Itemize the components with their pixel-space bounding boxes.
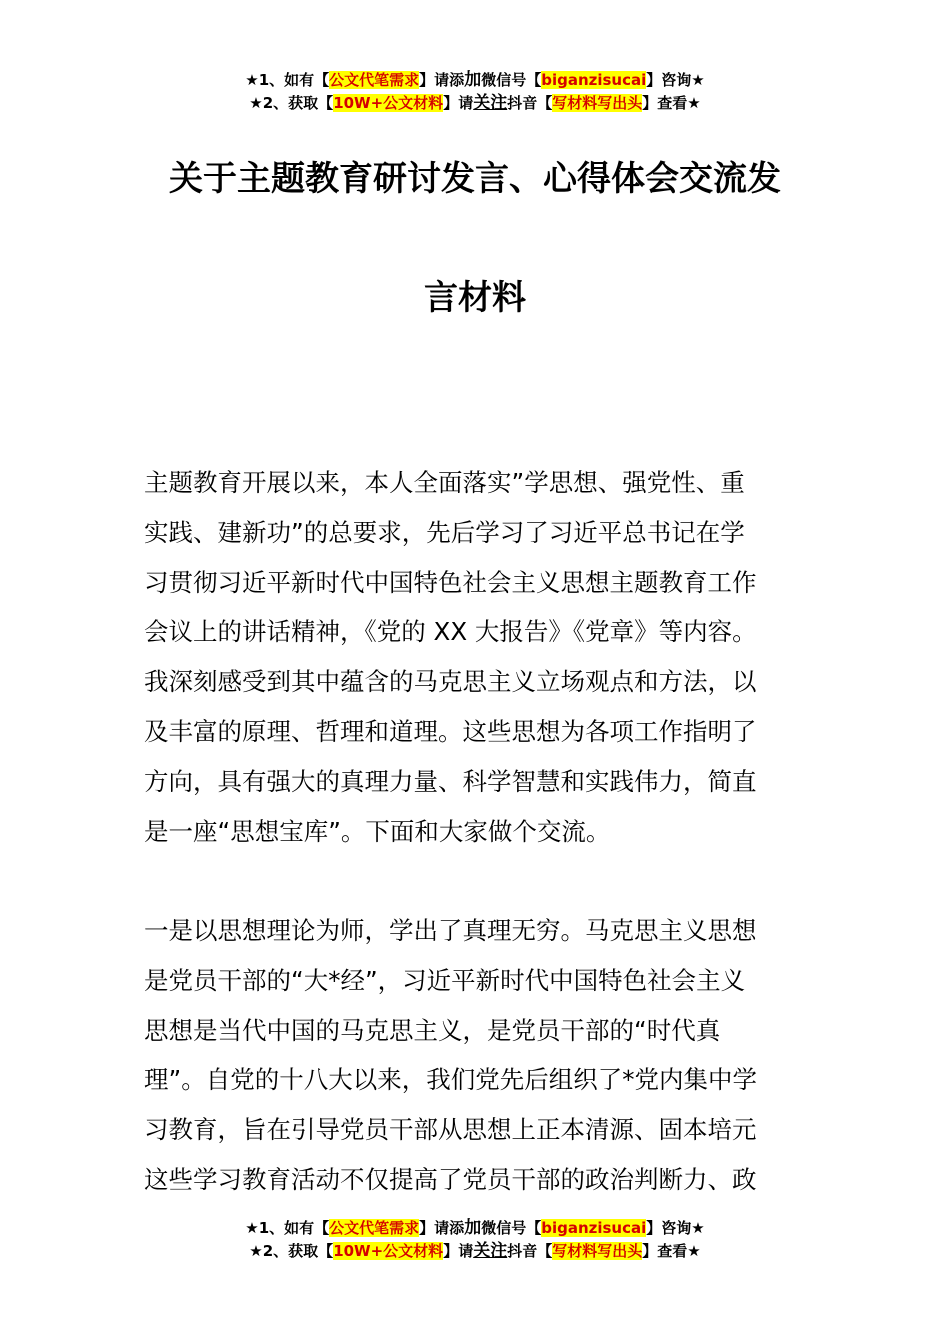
paragraph-line: 实践、建新功”的总要求，先后学习了习近平总书记在学 [144, 517, 745, 547]
notice-text: 】咨询★ [646, 71, 705, 89]
paragraph-line: 这些学习教育活动不仅提高了党员干部的政治判断力、政 [144, 1164, 757, 1194]
notice-text: 微信号【 [481, 1219, 542, 1237]
notice-emphasis: 关注 [473, 93, 508, 113]
paragraph-line: 一是以思想理论为师，学出了真理无穷。马克思主义思想 [144, 916, 757, 945]
paragraph-line: 及丰富的原理、哲理和道理。这些思想为各项工作指明了 [144, 716, 757, 746]
notice-text: 】请 [443, 1242, 474, 1260]
notice-text: 】请添 [419, 1219, 465, 1237]
notice-text: 】请添 [419, 71, 465, 89]
notice-emphasis: 加 [464, 70, 482, 90]
paragraph-intro [144, 458, 808, 856]
notice-text: 】咨询★ [646, 1219, 705, 1237]
douyin-account-highlight: 写材料写出头 [552, 1242, 643, 1260]
notice-text: ★1、如有【 [245, 1219, 330, 1237]
paragraph-line: 主题教育开展以来，本人全面落实”学思想、强党性、重 [144, 468, 745, 497]
notice-line-1 [0, 1217, 950, 1240]
notice-text: 微信号【 [481, 71, 542, 89]
paragraph-point-one [144, 906, 808, 1205]
paragraph-line: 是一座“思想宝库”。下面和大家做个交流。 [144, 816, 611, 846]
footer-notice [0, 1217, 950, 1263]
notice-text: 】查看★ [642, 94, 701, 112]
paragraph-line: 习贯彻习近平新时代中国特色社会主义思想主题教育工作 [144, 567, 757, 597]
paragraph-line: 是党员干部的“大*经”，习近平新时代中国特色社会主义 [144, 965, 746, 995]
notice-text: ★1、如有【 [245, 71, 330, 89]
paragraph-line: 理”。自党的十八大以来，我们党先后组织了*党内集中学 [144, 1065, 757, 1095]
notice-line-2 [0, 92, 950, 115]
paragraph-line: 我深刻感受到其中蕴含的马克思主义立场观点和方法，以 [144, 667, 757, 697]
paragraph-line: 思想是当代中国的马克思主义，是党员干部的“时代真 [144, 1015, 721, 1045]
wechat-id-highlight: biganzisucai [541, 71, 647, 89]
notice-line-1 [0, 69, 950, 92]
notice-text: 】请 [443, 94, 474, 112]
notice-highlight: 10W+公文材料 [333, 1242, 444, 1260]
notice-text: 】查看★ [642, 1242, 701, 1260]
douyin-account-highlight: 写材料写出头 [552, 94, 643, 112]
paragraph-line: 方向，具有强大的真理力量、科学智慧和实践伟力，简直 [144, 766, 757, 796]
notice-emphasis: 加 [464, 1218, 482, 1238]
notice-text: ★2、获取【 [249, 94, 334, 112]
notice-text: 抖音【 [507, 94, 553, 112]
paragraph-line: 会议上的讲话精神，《党的 XX 大报告》《党章》等内容。 [144, 617, 757, 647]
document-title-line-2: 言材料 [424, 278, 526, 318]
paragraph-line: 习教育，旨在引导党员干部从思想上正本清源、固本培元 [144, 1115, 757, 1145]
notice-text: 抖音【 [507, 1242, 553, 1260]
document-title-line-1: 关于主题教育研讨发言、心得体会交流发 [169, 159, 781, 199]
notice-line-2 [0, 1240, 950, 1263]
notice-emphasis: 关注 [473, 1241, 508, 1261]
notice-highlight: 10W+公文材料 [333, 94, 444, 112]
header-notice [0, 69, 950, 115]
wechat-id-highlight: biganzisucai [541, 1219, 647, 1237]
notice-text: ★2、获取【 [249, 1242, 334, 1260]
notice-highlight: 公文代笔需求 [329, 1219, 420, 1237]
notice-highlight: 公文代笔需求 [329, 71, 420, 89]
